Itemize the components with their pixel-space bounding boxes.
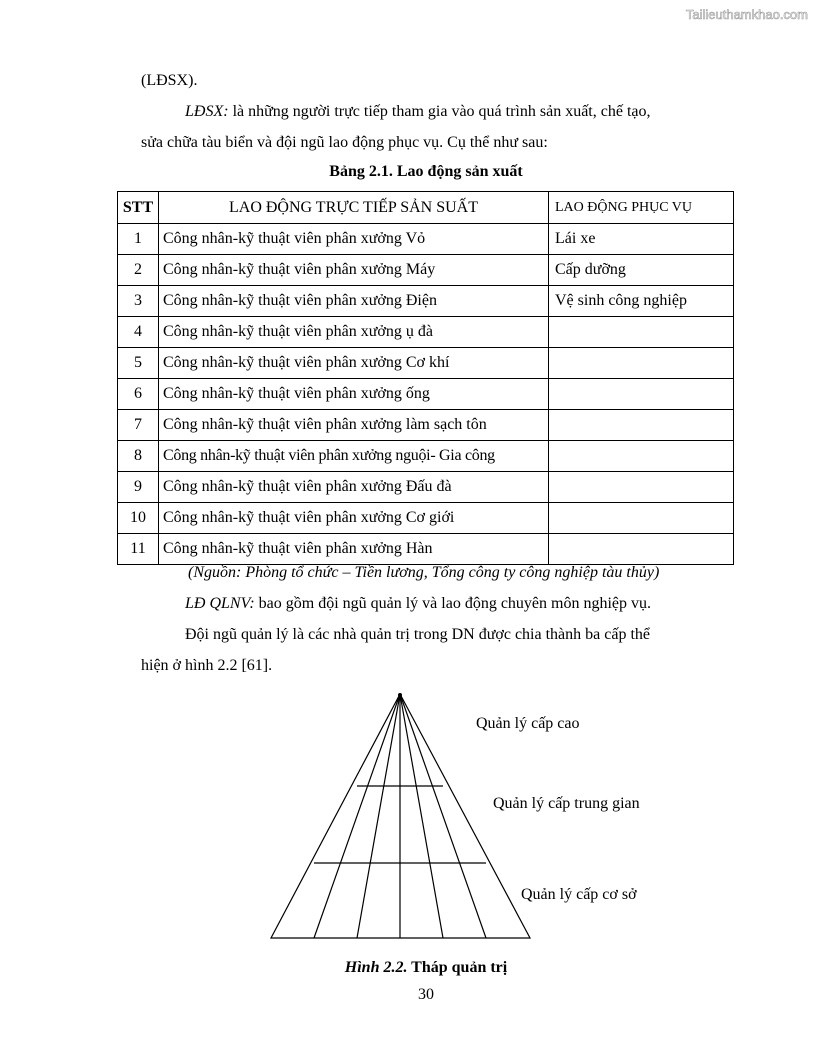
figure-caption [0,959,816,977]
cell-stt: 10 [118,503,159,534]
cell-direct-labor: Công nhân-kỹ thuật viên phân xưởng làm sạch tôn [159,410,549,441]
paragraph-management-line-1: Đội ngũ quản lý là các nhà quản trị trong DN được chia thành ba cấp thể [185,626,650,643]
cell-direct-labor: Công nhân-kỹ thuật viên phân xưởng Máy [159,255,549,286]
pyramid-ray [357,694,400,938]
table-caption: Bảng 2.1. Lao động sản xuất [329,163,523,180]
header-service-labor: LAO ĐỘNG PHỤC VỤ [549,192,734,224]
cell-direct-labor: Công nhân-kỹ thuật viên phân xưởng Cơ khí [159,348,549,379]
cell-service-labor: Vệ sinh công nghiệp [549,286,734,317]
header-direct-labor: LAO ĐỘNG TRỰC TIẾP SẢN SUẤT [159,192,549,224]
figure-caption-number: Hình 2.2. [344,959,408,976]
cell-stt: 9 [118,472,159,503]
page-number: 30 [418,986,434,1003]
cell-direct-labor: Công nhân-kỹ thuật viên phân xưởng ụ đà [159,317,549,348]
cell-stt: 11 [118,534,159,565]
cell-service-labor: Lái xe [549,224,734,255]
cell-direct-labor: Công nhân-kỹ thuật viên phân xưởng ống [159,379,549,410]
label-middle-management: Quản lý cấp trung gian [493,795,640,812]
cell-direct-labor: Công nhân-kỹ thuật viên phân xưởng nguội- Gia công [159,441,549,472]
pyramid-ray [314,694,400,938]
paragraph-ldqlnv-text: bao gồm đội ngũ quản lý và lao động chuyên môn nghiệp vụ. [254,595,652,612]
intro-line-3: sửa chữa tàu biển và đội ngũ lao động phục vụ. Cụ thể như sau: [141,134,548,151]
cell-direct-labor: Công nhân-kỹ thuật viên phân xưởng Điện [159,286,549,317]
cell-direct-labor: Công nhân-kỹ thuật viên phân xưởng Hàn [159,534,549,565]
cell-stt: 4 [118,317,159,348]
label-top-management: Quản lý cấp cao [476,715,580,732]
watermark: Tailieuthamkhao.com [685,7,808,22]
cell-direct-labor: Công nhân-kỹ thuật viên phân xưởng Cơ giới [159,503,549,534]
pyramid-apex [398,693,402,697]
table-source: (Nguồn: Phòng tổ chức – Tiền lương, Tổng công ty công nghiệp tàu thủy) [188,564,660,581]
intro-line-2-text: là những người trực tiếp tham gia vào quá trình sản xuất, chế tạo, [228,103,651,120]
intro-line-1: (LĐSX). [141,72,198,89]
paragraph-management-line-2: hiện ở hình 2.2 [61]. [141,657,273,674]
cell-service-labor: Cấp dưỡng [549,255,734,286]
cell-direct-labor: Công nhân-kỹ thuật viên phân xưởng Vỏ [159,224,549,255]
cell-stt: 6 [118,379,159,410]
term-ldqlnv: LĐ QLNV: [185,595,255,612]
label-first-line-management: Quản lý cấp cơ sở [521,886,637,903]
cell-stt: 2 [118,255,159,286]
pyramid-ray [400,694,486,938]
term-ldsx: LĐSX: [185,103,229,120]
pyramid-ray [400,694,443,938]
cell-stt: 8 [118,441,159,472]
figure-caption-title: Tháp quản trị [407,959,508,976]
header-stt: STT [118,192,159,224]
cell-stt: 1 [118,224,159,255]
cell-stt: 5 [118,348,159,379]
cell-stt: 3 [118,286,159,317]
cell-direct-labor: Công nhân-kỹ thuật viên phân xưởng Đấu đà [159,472,549,503]
cell-stt: 7 [118,410,159,441]
